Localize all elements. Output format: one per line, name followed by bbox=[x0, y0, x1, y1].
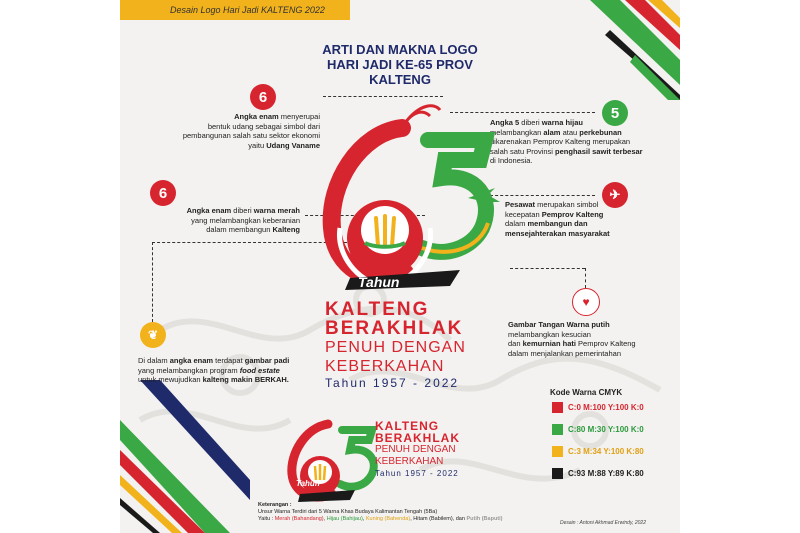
six-red-icon: 6 bbox=[250, 84, 276, 110]
padi-description: Di dalam angka enam terdapat gambar padi yang melambangkan program food estate untuk mewujudkan kalteng makin BERKAH. bbox=[138, 356, 290, 384]
hands-icon: ♥ bbox=[572, 288, 600, 316]
connector-line bbox=[323, 96, 443, 97]
small-slogan: KALTENG BERAKHLAK PENUH DENGAN KEBERKAHAN Tahun 1957 - 2022 bbox=[375, 419, 460, 478]
footer-notes: Keterangan : Unsur Warna Terdiri dari 5 Warna Khas Budaya Kalimantan Tengah (5Ba) Yaitu : Merah (Bahandang), Hijau (Bahijau), Kuning (Bahenda), Hitam (Babilem), dan Putih (Baputi) bbox=[258, 502, 503, 522]
cmyk-title: Kode Warna CMYK bbox=[550, 388, 623, 397]
logo-tahun-text: Tahun bbox=[358, 274, 400, 290]
cmyk-swatch bbox=[552, 446, 563, 457]
airplane-icon: ✈ bbox=[602, 182, 628, 208]
hijau-description: Angka 5 diberi warna hijau melambangkan alam atau perkebunan dikarenakan Pemprov Kalteng merupakan salah satu Provinsi penghasil sawit terbesar di Indonesia. bbox=[490, 118, 643, 165]
merah-description: Angka enam diberi warna merah yang melambangkan keberanian dalam membangun Kalteng bbox=[186, 206, 300, 234]
udang-description: Angka enam menyerupai bentuk udang sebagai simbol dari pembangunan salah satu sektor ekonomi yaitu Udang Vaname bbox=[182, 112, 320, 150]
slogan-berakhlak: BERAKHLAK bbox=[325, 318, 464, 339]
connector-line bbox=[510, 268, 585, 269]
cmyk-swatch-label: C:3 M:34 Y:100 K:80 bbox=[568, 447, 644, 456]
small-logo-65 bbox=[280, 412, 390, 502]
cmyk-swatch bbox=[552, 468, 563, 479]
slogan-keberkahan: KEBERKAHAN bbox=[325, 358, 445, 375]
stripes-top-right bbox=[550, 0, 680, 100]
cmyk-swatch-label: C:0 M:100 Y:100 K:0 bbox=[568, 403, 644, 412]
poster bbox=[120, 0, 680, 533]
connector-line bbox=[585, 268, 586, 288]
five-green-icon: 5 bbox=[602, 100, 628, 126]
stripes-bottom-left bbox=[120, 380, 250, 533]
page-title-line1: ARTI DAN MAKNA LOGO bbox=[322, 42, 478, 57]
small-logo-tahun: Tahun bbox=[296, 479, 320, 488]
slogan-years: Tahun 1957 - 2022 bbox=[325, 376, 460, 390]
cmyk-swatch-label: C:80 M:30 Y:100 K:0 bbox=[568, 425, 644, 434]
rice-icon: ❦ bbox=[140, 322, 166, 348]
cmyk-swatch-label: C:93 M:88 Y:89 K:80 bbox=[568, 469, 644, 478]
pesawat-description: Pesawat merupakan simbol kecepatan Pemprov Kalteng dalam membangun dan mensejahterakan masyarakat bbox=[505, 200, 610, 238]
slogan bbox=[325, 300, 466, 390]
slogan-penuh: PENUH DENGAN bbox=[325, 339, 466, 356]
caption-text: Desain Logo Hari Jadi KALTENG 2022 bbox=[170, 5, 325, 15]
main-logo-65 bbox=[310, 98, 510, 298]
connector-line bbox=[152, 242, 153, 322]
six-red-icon-2: 6 bbox=[150, 180, 176, 206]
tangan-description: Gambar Tangan Warna putih melambangkan kesucian dan kemurnian hati Pemprov Kalteng dalam menjalankan pemerintahan bbox=[508, 320, 636, 358]
cmyk-swatch bbox=[552, 424, 563, 435]
credit-text: Desain : Antoni Akhmad Erwindy, 2022 bbox=[560, 520, 646, 526]
page-title-line2: HARI JADI KE-65 PROV KALTENG bbox=[327, 57, 473, 87]
slogan-kalteng: KALTENG bbox=[325, 299, 430, 320]
cmyk-swatch bbox=[552, 402, 563, 413]
